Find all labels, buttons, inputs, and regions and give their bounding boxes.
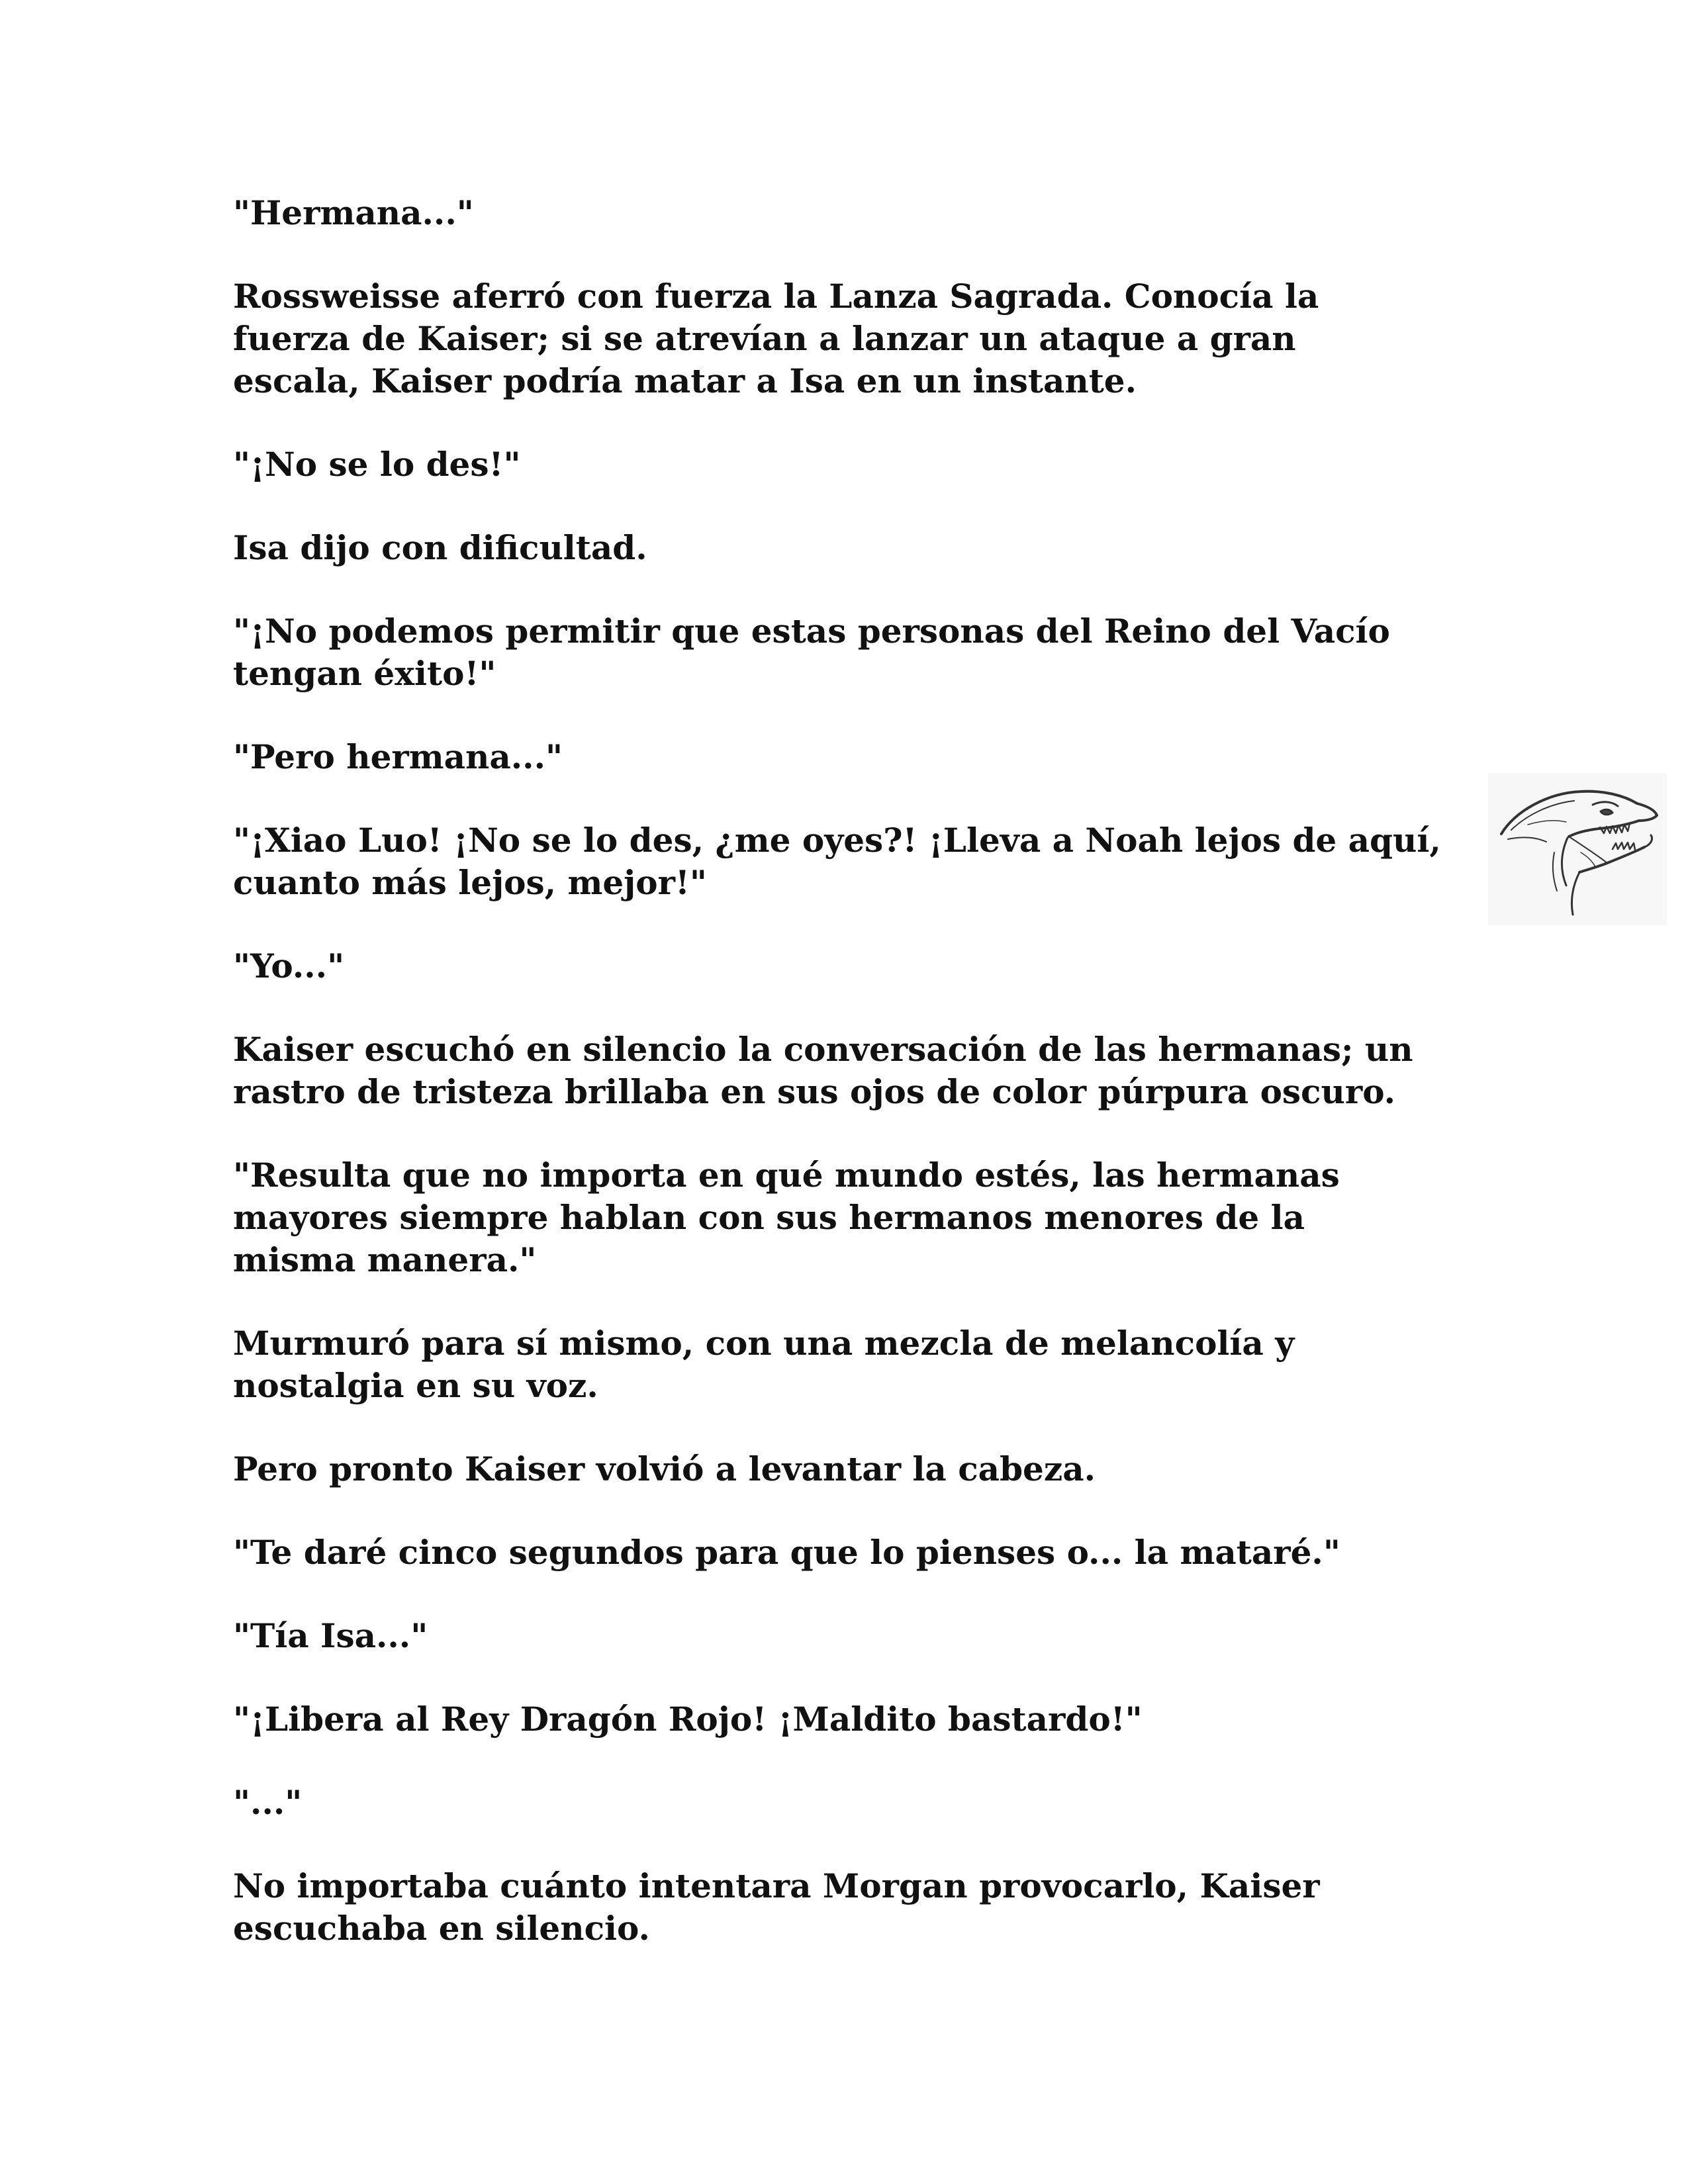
text-line: No importaba cuánto intentara Morgan provocarlo, Kaiser	[233, 1866, 1320, 1905]
paragraph	[233, 610, 1464, 695]
paragraph	[233, 736, 1464, 778]
paragraph	[233, 1531, 1464, 1574]
paragraph	[233, 945, 1464, 987]
text-line: "¡No podemos permitir que estas personas del Reino del Vacío	[233, 612, 1390, 651]
paragraph	[233, 1448, 1464, 1490]
paragraph	[233, 1154, 1464, 1281]
paragraph	[233, 1698, 1464, 1741]
text-line: "Resulta que no importa en qué mundo estés, las hermanas	[233, 1156, 1340, 1195]
paragraph	[233, 192, 1464, 234]
text-line: rastro de tristeza brillaba en sus ojos de color púrpura oscuro.	[233, 1072, 1396, 1111]
text-line: "¡Libera al Rey Dragón Rojo! ¡Maldito bastardo!"	[233, 1700, 1143, 1739]
text-line: mayores siempre hablan con sus hermanos menores de la	[233, 1198, 1305, 1237]
text-line: Kaiser escuchó en silencio la conversación de las hermanas; un	[233, 1030, 1413, 1069]
text-line: nostalgia en su voz.	[233, 1366, 598, 1405]
text-line: "Yo..."	[233, 946, 345, 985]
text-line: "Te daré cinco segundos para que lo pienses o... la mataré."	[233, 1533, 1340, 1572]
paragraph	[233, 1322, 1464, 1407]
text-line: Rossweisse aferró con fuerza la Lanza Sagrada. Conocía la	[233, 277, 1319, 316]
text-line: cuanto más lejos, mejor!"	[233, 863, 707, 902]
text-line: "..."	[233, 1783, 303, 1822]
paragraph	[233, 443, 1464, 486]
text-line: "Hermana..."	[233, 193, 474, 232]
text-line: escala, Kaiser podría matar a Isa en un instante.	[233, 361, 1137, 400]
text-line: Pero pronto Kaiser volvió a levantar la cabeza.	[233, 1449, 1096, 1488]
paragraph	[233, 1028, 1464, 1113]
text-line: escuchaba en silencio.	[233, 1909, 650, 1948]
text-line: fuerza de Kaiser; si se atrevían a lanzar un ataque a gran	[233, 319, 1296, 358]
text-line: tengan éxito!"	[233, 654, 496, 693]
text-line: Isa dijo con dificultad.	[233, 528, 647, 567]
paragraph	[233, 275, 1464, 402]
dinosaur-head-sketch-icon	[1488, 773, 1667, 925]
paragraph	[233, 527, 1464, 569]
paragraph	[233, 1782, 1464, 1824]
story-text	[233, 192, 1464, 1991]
text-line: "¡Xiao Luo! ¡No se lo des, ¿me oyes?! ¡Lleva a Noah lejos de aquí,	[233, 821, 1441, 860]
paragraph	[233, 1615, 1464, 1657]
text-line: Murmuró para sí mismo, con una mezcla de melancolía y	[233, 1324, 1295, 1363]
text-line: "¡No se lo des!"	[233, 445, 521, 484]
text-line: "Tía Isa..."	[233, 1616, 428, 1655]
paragraph	[233, 819, 1464, 904]
text-line: "Pero hermana..."	[233, 737, 563, 776]
paragraph	[233, 1865, 1464, 1950]
text-line: misma manera."	[233, 1240, 537, 1279]
